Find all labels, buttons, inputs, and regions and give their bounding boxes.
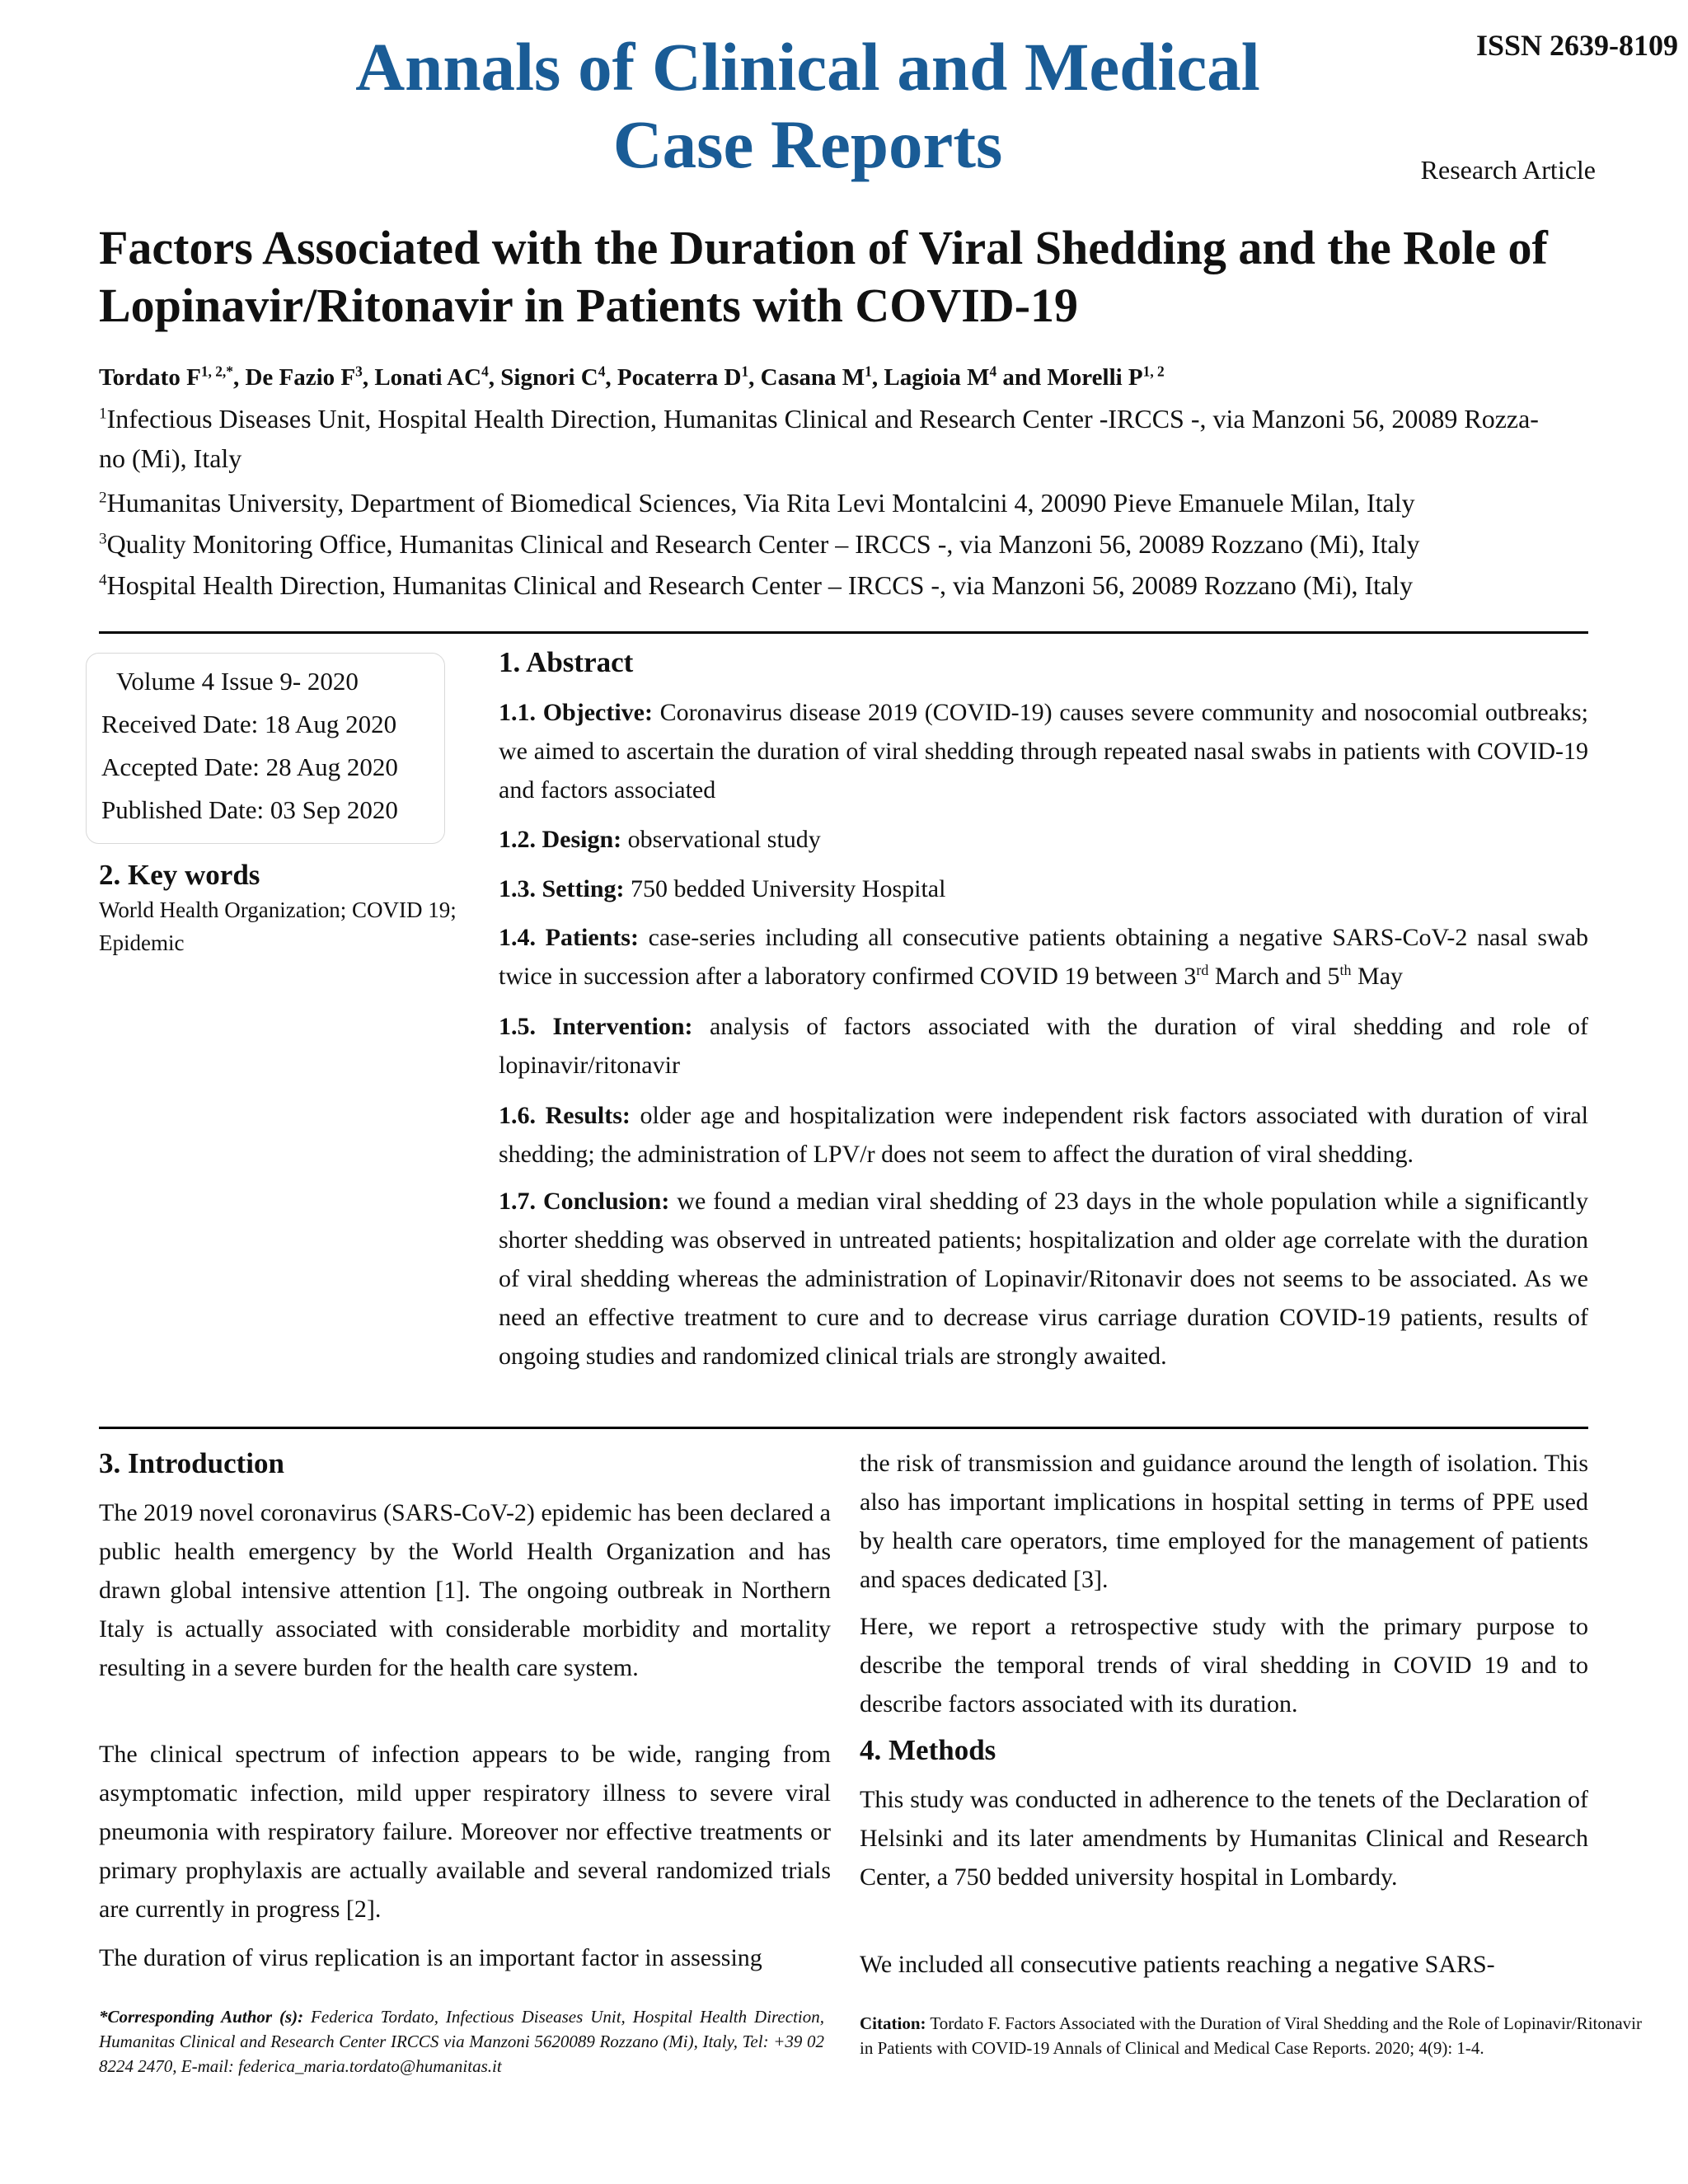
author-list xyxy=(99,364,1165,391)
journal-title xyxy=(231,28,1385,183)
author: Tordato $F^{1, 2,*}$, xyxy=(99,363,246,391)
article-type: Research Article xyxy=(1420,155,1596,185)
journal-title-line2: Case Reports xyxy=(612,106,1003,182)
abstract-results: 1.6. Results: older age and hospitalization were independent risk factors associated with duration of viral shedding; the administration of LPV/r does not seem to affect the duration of viral shedding. xyxy=(499,1102,1588,1168)
methods-heading: 4. Methods xyxy=(860,1734,996,1766)
article-title xyxy=(99,219,1599,335)
accepted-date: Accepted Date: 28 Aug 2020 xyxy=(101,752,398,781)
article-info-box xyxy=(86,653,445,844)
author: Signori $C^4$, xyxy=(500,363,617,391)
keywords-heading: 2. Key words xyxy=(99,859,260,891)
published-date: Published Date: 03 Sep 2020 xyxy=(101,795,398,824)
divider-top xyxy=(99,631,1588,634)
affiliation-4: $^4$Hospital Health Direction, Humanitas Clinical and Research Center – IRCCS -, via Manzoni 56, 20089 Rozzano (Mi), Italy xyxy=(99,570,1414,600)
intro-paragraph-5: Here, we report a retrospective study with the primary purpose to describe the temporal trends of viral shedding in COVID 19 and to describe factors associated with its duration. xyxy=(860,1613,1588,1718)
issn: ISSN 2639-8109 xyxy=(1475,29,1678,62)
article-title-line1: Factors Associated with the Duration of Viral Shedding and the Role of xyxy=(99,221,1548,274)
abstract-conclusion: 1.7. Conclusion: we found a median viral shedding of 23 days in the whole population while a significantly shorter shedding was observed in untreated patients; hospitalization and older age correlate with the duration of viral shedding whereas the administration of Lopinavir/Ritonavir does not seems to be associated. As we need an effective treatment to cure and to decrease virus carriage duration COVID-19 patients, results of ongoing studies and randomized clinical trials are strongly awaited. xyxy=(499,1188,1588,1370)
author: De Fazio $F^3$, xyxy=(245,363,375,391)
intro-paragraph-4: the risk of transmission and guidance around the length of isolation. This also has important implications in hospital setting in terms of PPE used by health care operators, time employed for the management of patients and spaces dedicated [3]. xyxy=(860,1450,1588,1593)
abstract-design: 1.2. Design: observational study xyxy=(499,826,821,853)
author: Lonati $AC^4$, xyxy=(374,363,501,391)
intro-paragraph-2: The clinical spectrum of infection appears to be wide, ranging from asymptomatic infection, mild upper respiratory illness to severe viral pneumonia with respiratory failure. Moreover nor effective treatments or primary prophylaxis are actually available and several randomized trials are currently in progress [2]. xyxy=(99,1741,831,1923)
introduction-heading: 3. Introduction xyxy=(99,1447,284,1479)
journal-title-line1: Annals of Clinical and Medical xyxy=(355,29,1260,105)
author: Pocaterra $D^1$, xyxy=(617,363,761,391)
methods-paragraph-1: This study was conducted in adherence to the tenets of the Declaration of Helsinki and its later amendments by Humanitas Clinical and Research Center, a 750 bedded university hospital in Lombardy. xyxy=(860,1786,1588,1891)
author: Lagioia $M^4$ and xyxy=(884,363,1048,391)
received-date: Received Date: 18 Aug 2020 xyxy=(101,710,397,738)
article-title-line2: Lopinavir/Ritonavir in Patients with COVID-19 xyxy=(99,279,1079,332)
abstract-heading: 1. Abstract xyxy=(499,646,634,678)
keywords-text: World Health Organization; COVID 19; Epidemic xyxy=(99,898,457,955)
abstract-setting: 1.3. Setting: 750 bedded University Hospital xyxy=(499,875,946,902)
abstract-objective: 1.1. Objective: Coronavirus disease 2019 (COVID-19) causes severe community and nosocomial outbreaks; we aimed to ascertain the duration of viral shedding through repeated nasal swabs in patients with COVID-19 and factors associated xyxy=(499,699,1588,804)
affiliation-2: $^2$Humanitas University, Department of Biomedical Sciences, Via Rita Levi Montalcini 4, 20090 Pieve Emanuele Milan, Italy xyxy=(99,488,1415,518)
volume-issue: Volume 4 Issue 9- 2020 xyxy=(116,667,359,696)
intro-paragraph-3: The duration of virus replication is an important factor in assessing xyxy=(99,1944,762,1971)
intro-paragraph-1: The 2019 novel coronavirus (SARS-CoV-2) epidemic has been declared a public health emergency by the World Health Organization and has drawn global intensive attention [1]. The ongoing outbreak in Northern Italy is actually associated with considerable morbidity and mortality resulting in a severe burden for the health care system. xyxy=(99,1499,831,1681)
author: Casana $M^1$, xyxy=(760,363,884,391)
affiliation-1: $^1$Infectious Diseases Unit, Hospital Health Direction, Humanitas Clinical and Research Center -IRCCS -, via Manzoni 56, 20089 Rozza- no (Mi), Italy xyxy=(99,404,1539,473)
abstract-intervention: 1.5. Intervention: analysis of factors associated with the duration of viral shedding and role of lopinavir/ritonavir xyxy=(499,1013,1588,1079)
citation: Citation: Tordato F. Factors Associated with the Duration of Viral Shedding and the Role of Lopinavir/Ritonavir in Patients with COVID-19 Annals of Clinical and Medical Case Reports. 2020; 4(9): 1-4. xyxy=(860,2013,1643,2058)
corresponding-author: *Corresponding Author (s): Federica Tordato, Infectious Diseases Unit, Hospital Health Direction, Humanitas Clinical and Research Center IRCCS via Manzoni 5620089 Rozzano (Mi), Italy, Tel: +39 02 8224 2470, E-mail: federica_maria.tordato@humanitas.it xyxy=(99,2007,824,2076)
affiliation-3: $^3$Quality Monitoring Office, Humanitas Clinical and Research Center – IRCCS -, via Manzoni 56, 20089 Rozzano (Mi), Italy xyxy=(99,529,1420,559)
methods-paragraph-2: We included all consecutive patients reaching a negative SARS- xyxy=(860,1951,1495,1978)
divider-middle xyxy=(99,1427,1588,1429)
abstract-patients: 1.4. Patients: case-series including all consecutive patients obtaining a negative SARS-CoV-2 nasal swab twice in succession after a laboratory confirmed COVID 19 between 3rd March and 5th May xyxy=(499,924,1588,990)
author: Morelli P$^{1, 2}$ xyxy=(1047,363,1165,391)
